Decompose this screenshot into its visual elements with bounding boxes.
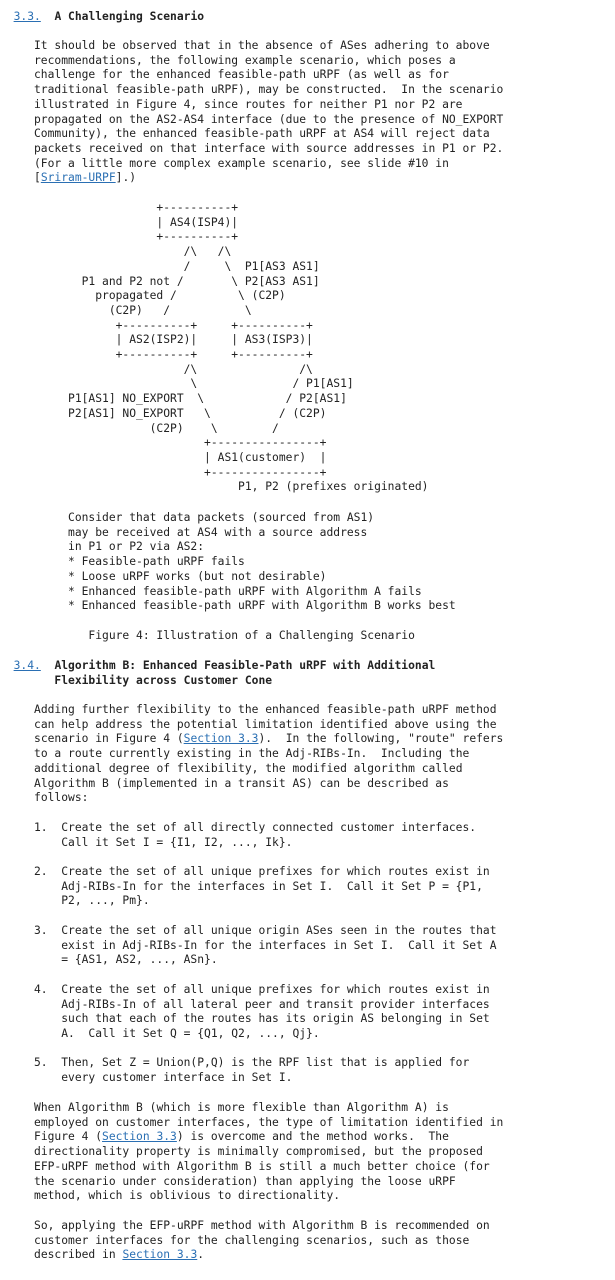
section-3-4-paragraph-3: So, applying the EFP-uRPF method with Algorithm B is recommended on customer interfaces for the challenging scenarios, such as those described in Section 3.3. [34, 1219, 490, 1262]
algorithm-step-5 [0, 1056, 469, 1085]
step-line: Adj-RIBs-In for the interfaces in Set I. Call it Set P = {P1, [0, 879, 483, 893]
step-line: 4. Create the set of all unique prefixes for which routes exist in [0, 983, 490, 996]
step-line: every customer interface in Set I. [0, 1070, 293, 1084]
sriram-urpf-reference-link[interactable]: Sriram-URPF [40, 171, 116, 184]
section-3-4-number-link[interactable]: 3.4. [13, 659, 41, 672]
paragraph-line: It should be observed that in the absence of ASes adhering to above [0, 39, 490, 52]
paragraph-line: packets received on that interface with source addresses in P1 or P2. [0, 141, 504, 155]
diagram-line: P2[AS1] NO_EXPORT \ / (C2P) [0, 406, 327, 420]
diagram-line: P1, P2 (prefixes originated) [0, 480, 429, 494]
figure-note-line: * Enhanced feasible-path uRPF with Algorithm A fails [0, 584, 422, 598]
algorithm-step-3 [0, 924, 497, 968]
diagram-line: +----------------+ [0, 465, 327, 479]
step-line: Adj-RIBs-In of all lateral peer and transit provider interfaces [0, 997, 490, 1011]
diagram-line: P1 and P2 not / \ P2[AS3 AS1] [0, 274, 320, 288]
step-line: = {AS1, AS2, ..., ASn}. [0, 953, 218, 967]
figure-4-notes [0, 511, 456, 614]
diagram-line: +----------+ [0, 230, 239, 244]
section-3-3-link[interactable]: Section 3.3 [183, 732, 259, 746]
figure-4-caption: Figure 4: Illustration of a Challenging Scenario [88, 629, 415, 642]
paragraph-line: (For a little more complex example scenario, see slide #10 in [0, 156, 449, 170]
paragraph-line: illustrated in Figure 4, since routes for neither P1 nor P2 are [0, 97, 463, 111]
diagram-line: propagated / \ (C2P) [0, 289, 286, 303]
figure-note-line: may be received at AS4 with a source address [0, 525, 368, 539]
diagram-line: /\ /\ [0, 245, 232, 259]
diagram-line: /\ /\ [0, 362, 313, 376]
section-3-3-number-link[interactable]: 3.3. [13, 10, 41, 23]
figure-note-line: in P1 or P2 via AS2: [0, 540, 205, 554]
diagram-line: / \ P1[AS3 AS1] [0, 259, 320, 273]
section-3-4-intro: Adding further flexibility to the enhanced feasible-path uRPF method can help address the potential limitation identified above using the scenario in Figure 4 (Section 3.3). In the following, "route" refers to a route currently existing in the Adj-RIBs-In. Including the additional degree of flexibility, the modified algorithm called Algorithm B (implemented in a transit AS) can be described as follows: [34, 703, 504, 805]
diagram-line: +----------------+ [0, 436, 327, 450]
algorithm-step-1 [0, 821, 476, 850]
figure-4-diagram [0, 201, 428, 495]
section-3-4-paragraph-2: When Algorithm B (which is more flexible than Algorithm A) is employed on customer interfaces, the type of limitation identified in Figure 4 (Section 3.3) is overcome and the method works. The directionality property is minimally compromised, but the proposed EFP-uRPF method with Algorithm B is still a much better choice (for the scenario under consideration) than applying the loose uRPF method, which is oblivious to directionality. [34, 1101, 504, 1203]
diagram-line: (C2P) \ / [0, 421, 279, 435]
step-line: 5. Then, Set Z = Union(P,Q) is the RPF list that is applied for [0, 1056, 470, 1069]
figure-note-line: * Loose uRPF works (but not desirable) [0, 569, 327, 583]
paragraph-line: recommendations, the following example scenario, which poses a [0, 53, 456, 67]
figure-note-line: * Enhanced feasible-path uRPF with Algorithm B works best [0, 599, 456, 613]
section-3-3-title: A Challenging Scenario [54, 10, 205, 23]
section-3-3-reference-line: [Sriram-URPF].) [34, 171, 137, 184]
section-3-3-link[interactable]: Section 3.3 [102, 1130, 177, 1144]
figure-note-line: * Feasible-path uRPF fails [0, 555, 245, 569]
diagram-line: | AS4(ISP4)| [0, 215, 239, 229]
section-3-4-title-line1: Algorithm B: Enhanced Feasible-Path uRPF with Additional [54, 659, 436, 672]
step-line: such that each of the routes has its origin AS belonging in Set [0, 1012, 490, 1026]
figure-note-line: Consider that data packets (sourced from AS1) [0, 511, 375, 524]
section-3-3-paragraph [0, 39, 503, 171]
section-3-3-link[interactable]: Section 3.3 [122, 1248, 198, 1262]
paragraph-line: propagated on the AS2-AS4 interface (due to the presence of NO_EXPORT [0, 112, 504, 126]
paragraph-line: traditional feasible-path uRPF), may be constructed. In the scenario [0, 83, 504, 97]
diagram-line: \ / P1[AS1] [0, 377, 354, 391]
diagram-line: | AS1(customer) | [0, 450, 327, 464]
paragraph-line: Community), the enhanced feasible-path uRPF at AS4 will reject data [0, 127, 490, 141]
algorithm-step-2 [0, 865, 490, 909]
section-3-4-title-line2: Flexibility across Customer Cone [54, 673, 273, 687]
step-line: 2. Create the set of all unique prefixes for which routes exist in [0, 865, 490, 878]
section-3-3-heading [0, 10, 204, 25]
algorithm-step-4 [0, 983, 490, 1042]
step-line: 1. Create the set of all directly connected customer interfaces. [0, 821, 477, 834]
section-3-4-heading [0, 659, 435, 688]
diagram-line: +----------+ [0, 201, 239, 214]
step-line: P2, ..., Pm}. [0, 894, 150, 908]
diagram-line: (C2P) / \ [0, 303, 252, 317]
step-line: Call it Set I = {I1, I2, ..., Ik}. [0, 835, 293, 849]
diagram-line: | AS2(ISP2)| | AS3(ISP3)| [0, 333, 313, 347]
diagram-line: P1[AS1] NO_EXPORT \ / P2[AS1] [0, 392, 347, 406]
paragraph-line: challenge for the enhanced feasible-path uRPF (as well as for [0, 68, 449, 82]
step-line: A. Call it Set Q = {Q1, Q2, ..., Qj}. [0, 1027, 320, 1041]
diagram-line: +----------+ +----------+ [0, 318, 313, 332]
diagram-line: +----------+ +----------+ [0, 348, 313, 362]
step-line: 3. Create the set of all unique origin ASes seen in the routes that [0, 924, 497, 937]
step-line: exist in Adj-RIBs-In for the interfaces in Set I. Call it Set A [0, 938, 497, 952]
